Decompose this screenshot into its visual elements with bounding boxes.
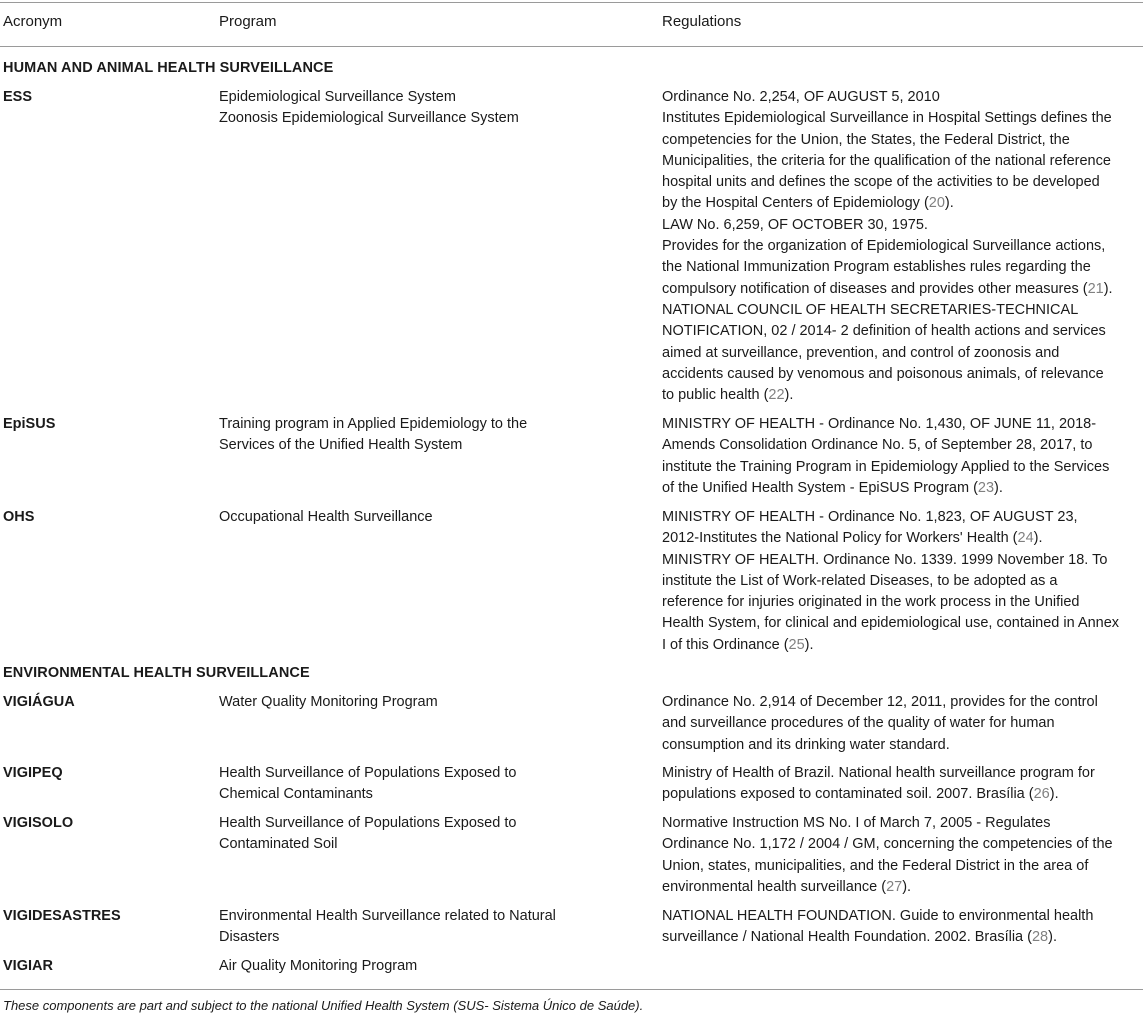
program-line: Disasters <box>219 929 280 946</box>
program-cell <box>219 813 619 856</box>
section-title: ENVIRONMENTAL HEALTH SURVEILLANCE <box>3 665 310 681</box>
regulation-text: accidents caused by venomous and poisonous animals, of relevance <box>662 365 1104 382</box>
regulation-text: institute the Training Program in Epidemiology Applied to the Services <box>662 458 1110 475</box>
header-acronym: Acronym <box>3 13 63 30</box>
regulation-line <box>662 478 1140 499</box>
program-line: Training program in Applied Epidemiology to the <box>219 416 528 432</box>
regulation-line <box>662 571 1140 592</box>
regulation-text: NOTIFICATION, 02 / 2014- 2 definition of health actions and services <box>662 323 1106 340</box>
regulation-line <box>662 713 1140 734</box>
acronym-cell: VIGIDESASTRES <box>3 908 121 924</box>
program-line: Occupational Health Surveillance <box>219 509 433 525</box>
regulation-line <box>662 236 1140 257</box>
regulation-line <box>662 927 1140 948</box>
regulation-text-end: ). <box>1048 929 1057 946</box>
program-line: Air Quality Monitoring Program <box>219 958 418 974</box>
regulation-text: Municipalities, the criteria for the qualification of the national reference <box>662 152 1111 169</box>
regulation-text: surveillance / National Health Foundation. 2002. Brasília ( <box>662 929 1032 946</box>
regulation-line <box>662 834 1140 855</box>
regulation-text: aimed at surveillance, prevention, and control of zoonosis and <box>662 344 1060 361</box>
program-cell <box>219 87 619 130</box>
regulation-text: and surveillance procedures of the quality of water for human <box>662 715 1055 732</box>
regulation-text-end: ). <box>1103 280 1113 297</box>
reference-link[interactable]: 27 <box>886 878 903 895</box>
regulation-line <box>662 321 1140 342</box>
regulation-text: Ordinance No. 1,172 / 2004 / GM, concerning the competencies of the <box>662 836 1113 853</box>
reference-link[interactable]: 26 <box>1033 786 1050 803</box>
program-line: Chemical Contaminants <box>219 786 373 803</box>
regulation-text: reference for injuries originated in the work process in the Unified <box>662 594 1080 611</box>
regulation-line <box>662 215 1140 236</box>
regulation-line <box>662 906 1140 927</box>
regulation-text-end: ). <box>944 195 954 212</box>
regulation-text: environmental health surveillance ( <box>662 878 887 895</box>
header-rule <box>0 46 1143 47</box>
regulation-line <box>662 813 1140 834</box>
reference-link[interactable]: 28 <box>1031 929 1049 946</box>
regulation-text: competencies for the Union, the States, the Federal District, the <box>662 131 1070 148</box>
regulation-line <box>662 87 1140 108</box>
program-cell <box>219 414 619 457</box>
regulation-text: NATIONAL HEALTH FOUNDATION. Guide to environmental health <box>662 908 1094 924</box>
regulation-line <box>662 692 1140 713</box>
regulation-line <box>662 457 1140 478</box>
program-line: Contaminated Soil <box>219 836 338 853</box>
acronym-cell: VIGIPEQ <box>3 765 63 781</box>
regulation-text: MINISTRY OF HEALTH - Ordinance No. 1,823, OF AUGUST 23, <box>662 509 1078 525</box>
regulation-line <box>662 172 1140 193</box>
program-line: Health Surveillance of Populations Exposed to <box>219 815 517 831</box>
regulation-text-end: ). <box>902 878 912 895</box>
regulation-line <box>662 784 1140 805</box>
regulation-line <box>662 151 1140 172</box>
regulation-line <box>662 877 1140 898</box>
acronym-cell: VIGISOLO <box>3 815 74 831</box>
regulation-text: LAW No. 6,259, OF OCTOBER 30, 1975. <box>662 216 928 233</box>
regulation-text: hospital units and defines the scope of the activities to be developed <box>662 174 1100 191</box>
regulation-text-end: ). <box>994 479 1003 496</box>
regulation-line <box>662 108 1140 129</box>
program-line: Zoonosis Epidemiological Surveillance System <box>219 110 519 127</box>
acronym-cell: VIGIÁGUA <box>3 694 75 710</box>
table-footnote: These components are part and subject to the national Unified Health System (SUS- Sistema Único de Saúde). <box>3 998 644 1013</box>
acronym-cell: EpiSUS <box>3 416 56 432</box>
regulation-text: Union, states, municipalities, and the Federal District in the area of <box>662 857 1089 874</box>
regulation-text: Ordinance No. 2,914 of December 12, 2011, provides for the control <box>662 694 1098 710</box>
regulation-text-end: ). <box>804 636 814 653</box>
program-line: Health Surveillance of Populations Exposed to <box>219 765 517 781</box>
reference-link[interactable]: 23 <box>977 479 995 496</box>
regulation-text: Amends Consolidation Ordinance No. 5, of September 28, 2017, to <box>662 437 1093 454</box>
program-line: Epidemiological Surveillance System <box>219 89 456 105</box>
regulation-text: MINISTRY OF HEALTH. Ordinance No. 1339. 1999 November 18. To <box>662 551 1108 568</box>
regulation-text: compulsory notification of diseases and provides other measures ( <box>662 280 1088 297</box>
regulation-line <box>662 613 1140 634</box>
header-regulations: Regulations <box>662 13 742 30</box>
regulation-text: institute the List of Work-related Diseases, to be adopted as a <box>662 572 1058 589</box>
regulation-line <box>662 592 1140 613</box>
regulation-text: Institutes Epidemiological Surveillance in Hospital Settings defines the <box>662 110 1112 127</box>
header-program: Program <box>219 13 277 30</box>
regulation-text-end: ). <box>784 387 794 404</box>
regulation-line <box>662 550 1140 571</box>
regulation-line <box>662 856 1140 877</box>
program-cell <box>219 956 619 977</box>
program-cell <box>219 906 619 949</box>
reference-link[interactable]: 20 <box>928 195 945 212</box>
regulation-line <box>662 507 1140 528</box>
program-cell <box>219 692 619 713</box>
regulation-line <box>662 635 1140 656</box>
regulations-cell <box>662 692 1140 756</box>
acronym-cell: OHS <box>3 509 35 525</box>
regulation-line <box>662 364 1140 385</box>
regulation-text: Provides for the organization of Epidemiological Surveillance actions, <box>662 238 1106 255</box>
program-line: Services of the Unified Health System <box>219 437 463 454</box>
regulation-text: of the Unified Health System - EpiSUS Program ( <box>662 479 978 496</box>
regulations-cell <box>662 507 1140 656</box>
regulation-line <box>662 385 1140 406</box>
regulations-cell <box>662 763 1140 806</box>
regulations-cell <box>662 87 1140 406</box>
regulation-text: Health System, for clinical and epidemiological use, contained in Annex <box>662 615 1120 632</box>
acronym-cell: VIGIAR <box>3 958 53 974</box>
regulation-text: I of this Ordinance ( <box>662 636 789 653</box>
regulation-text: Normative Instruction MS No. I of March 7, 2005 - Regulates <box>662 815 1051 831</box>
regulation-line <box>662 414 1140 435</box>
regulation-text-end: ). <box>1033 530 1043 547</box>
regulations-cell <box>662 414 1140 499</box>
regulation-line <box>662 257 1140 278</box>
section-title: HUMAN AND ANIMAL HEALTH SURVEILLANCE <box>3 60 334 76</box>
regulation-line <box>662 343 1140 364</box>
regulations-cell <box>662 906 1140 949</box>
program-cell <box>219 507 619 528</box>
regulation-text-end: ). <box>1049 786 1059 803</box>
reference-link[interactable]: 25 <box>788 636 805 653</box>
regulation-line <box>662 763 1140 784</box>
regulation-line <box>662 279 1140 300</box>
regulation-text: Ministry of Health of Brazil. National health surveillance program for <box>662 765 1095 781</box>
regulation-line <box>662 435 1140 456</box>
regulation-text: NATIONAL COUNCIL OF HEALTH SECRETARIES-TECHNICAL <box>662 301 1079 318</box>
regulation-text: MINISTRY OF HEALTH - Ordinance No. 1,430, OF JUNE 11, 2018- <box>662 416 1097 432</box>
regulation-text: populations exposed to contaminated soil. 2007. Brasília ( <box>662 786 1034 803</box>
reference-link[interactable]: 24 <box>1017 530 1034 547</box>
program-line: Environmental Health Surveillance related to Natural <box>219 908 556 924</box>
regulations-cell <box>662 813 1140 898</box>
program-line: Water Quality Monitoring Program <box>219 694 438 710</box>
regulation-text: 2012-Institutes the National Policy for Workers' Health ( <box>662 530 1018 547</box>
regulation-line <box>662 528 1140 549</box>
program-cell <box>219 763 619 806</box>
regulation-line <box>662 300 1140 321</box>
top-rule <box>0 2 1143 3</box>
reference-link[interactable]: 22 <box>768 387 785 404</box>
regulation-text: Ordinance No. 2,254, OF AUGUST 5, 2010 <box>662 89 940 105</box>
regulation-text: the National Immunization Program establishes rules regarding the <box>662 259 1091 276</box>
reference-link[interactable]: 21 <box>1087 280 1104 297</box>
acronym-cell: ESS <box>3 89 33 105</box>
regulation-line <box>662 130 1140 151</box>
regulation-text: to public health ( <box>662 387 769 404</box>
regulation-text: by the Hospital Centers of Epidemiology ( <box>662 195 929 212</box>
regulation-line <box>662 193 1140 214</box>
regulation-text: consumption and its drinking water standard. <box>662 736 950 753</box>
bottom-rule <box>0 989 1143 990</box>
regulation-line <box>662 735 1140 756</box>
